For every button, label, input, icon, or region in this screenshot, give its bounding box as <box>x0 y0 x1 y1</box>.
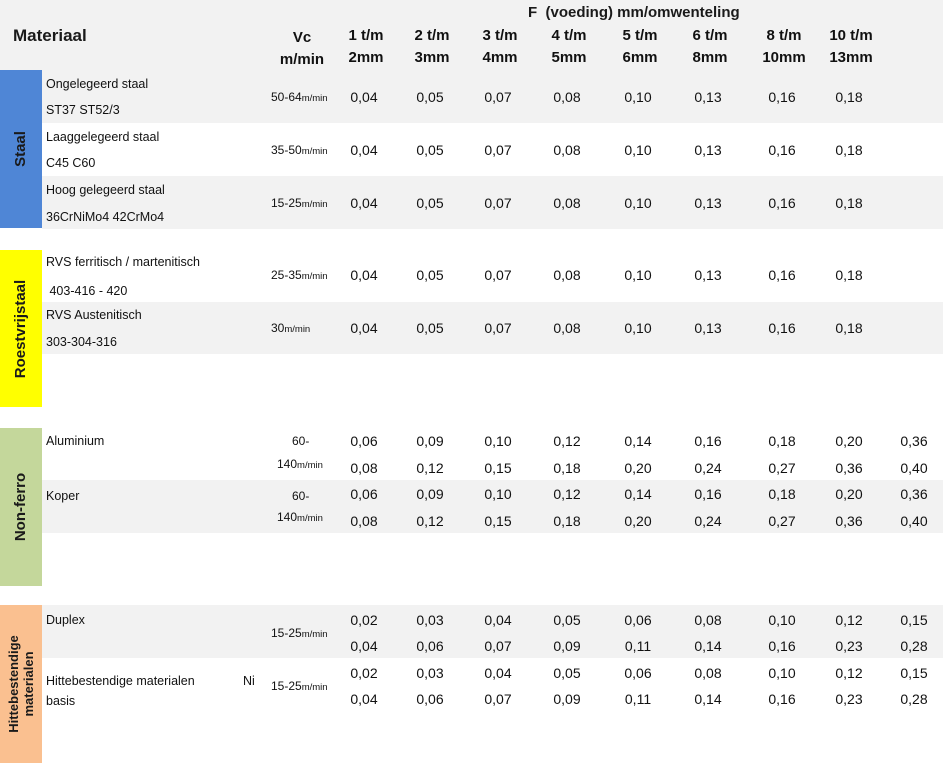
material-name: Duplex <box>46 613 85 627</box>
feed-value: 0,05 <box>416 89 444 105</box>
material-name: Hittebestendige materialen <box>46 674 195 688</box>
feed-value: 0,12 <box>835 665 863 681</box>
feed-value: 0,10 <box>484 486 512 502</box>
feed-value: 0,09 <box>553 638 581 654</box>
feed-value: 0,20 <box>835 486 863 502</box>
feed-value: 0,02 <box>350 612 378 628</box>
feed-value: 0,12 <box>553 433 581 449</box>
material-name: Aluminium <box>46 434 105 448</box>
feed-value: 0,12 <box>416 460 444 476</box>
feed-value: 0,05 <box>416 142 444 158</box>
vc-value: 25-35m/min <box>271 268 328 282</box>
feed-value: 0,08 <box>553 89 581 105</box>
feed-value: 0,15 <box>900 612 928 628</box>
feed-value: 0,07 <box>484 89 512 105</box>
feed-value: 0,06 <box>416 691 444 707</box>
feed-value: 0,05 <box>553 665 581 681</box>
feed-value: 0,06 <box>624 612 652 628</box>
feed-value: 0,18 <box>768 433 796 449</box>
material-subname: ST37 ST52/3 <box>46 103 120 117</box>
vc-value: 140m/min <box>277 457 323 471</box>
feed-value: 0,16 <box>694 433 722 449</box>
material-subname: C45 C60 <box>46 156 96 170</box>
feed-value: 0,23 <box>835 638 863 654</box>
feed-value: 0,18 <box>553 513 581 529</box>
feed-value: 0,09 <box>553 691 581 707</box>
feed-value: 0,16 <box>768 195 796 211</box>
vc-unit: m/min <box>279 51 325 68</box>
feed-value: 0,36 <box>900 486 928 502</box>
feed-value: 0,09 <box>416 433 444 449</box>
vc-value: 140m/min <box>277 510 323 524</box>
column-header: 2 t/m 3mm <box>414 27 450 66</box>
feed-value: 0,27 <box>768 460 796 476</box>
feed-value: 0,24 <box>694 513 722 529</box>
material-name: RVS Austenitisch <box>46 308 142 322</box>
feed-value: 0,08 <box>350 460 378 476</box>
column-header: 10 t/m 13mm <box>829 27 873 66</box>
feed-value: 0,08 <box>553 320 581 336</box>
feed-value: 0,15 <box>900 665 928 681</box>
feed-value: 0,27 <box>768 513 796 529</box>
column-header: 6 t/m 8mm <box>692 27 728 66</box>
feed-value: 0,18 <box>835 320 863 336</box>
feed-value: 0,11 <box>624 691 652 707</box>
feed-value: 0,13 <box>694 89 722 105</box>
feed-value: 0,03 <box>416 665 444 681</box>
category-label: Staal <box>12 131 29 167</box>
feed-value: 0,14 <box>624 486 652 502</box>
feed-value: 0,15 <box>484 460 512 476</box>
vc-value: 35-50m/min <box>271 143 328 157</box>
material-name: Laaggelegeerd staal <box>46 130 160 144</box>
category-label: Non-ferro <box>12 472 29 542</box>
feed-value: 0,10 <box>768 612 796 628</box>
feed-value: 0,04 <box>350 195 378 211</box>
feed-value: 0,10 <box>624 267 652 283</box>
feed-value: 0,09 <box>416 486 444 502</box>
feed-value: 0,13 <box>694 267 722 283</box>
material-name-suffix: Ni <box>243 674 255 688</box>
feed-value: 0,18 <box>768 486 796 502</box>
category-staal <box>0 70 42 228</box>
feed-value: 0,14 <box>694 691 722 707</box>
column-header: 8 t/m 10mm <box>762 27 806 66</box>
feed-value: 0,40 <box>900 460 928 476</box>
column-header: 3 t/m 4mm <box>482 27 518 66</box>
feed-value: 0,10 <box>624 142 652 158</box>
vc-label: Vc <box>292 29 312 46</box>
feed-value: 0,03 <box>416 612 444 628</box>
feed-value: 0,04 <box>484 665 512 681</box>
feed-value: 0,12 <box>553 486 581 502</box>
feed-value: 0,16 <box>768 142 796 158</box>
feed-value: 0,40 <box>900 513 928 529</box>
feed-value: 0,12 <box>416 513 444 529</box>
feed-value: 0,18 <box>553 460 581 476</box>
feed-value: 0,36 <box>835 513 863 529</box>
vc-value: 50-64m/min <box>271 90 328 104</box>
feed-value: 0,14 <box>624 433 652 449</box>
materiaal-header: Materiaal <box>13 26 87 45</box>
material-subname: 303-304-316 <box>46 335 117 349</box>
feed-value: 0,16 <box>768 691 796 707</box>
feed-value: 0,05 <box>553 612 581 628</box>
category-roestvrijstaal <box>0 250 42 407</box>
feed-value: 0,16 <box>768 320 796 336</box>
category-hittebestendig <box>0 605 42 763</box>
feed-value: 0,07 <box>484 267 512 283</box>
feed-value: 0,11 <box>624 638 652 654</box>
feed-value: 0,18 <box>835 267 863 283</box>
feed-value: 0,07 <box>484 691 512 707</box>
feed-value: 0,06 <box>350 486 378 502</box>
feed-value: 0,18 <box>835 142 863 158</box>
feed-value: 0,12 <box>835 612 863 628</box>
column-header: 4 t/m 5mm <box>551 27 587 66</box>
material-name: Koper <box>46 489 80 503</box>
feed-value: 0,36 <box>835 460 863 476</box>
feed-value: 0,10 <box>624 89 652 105</box>
category-label: Hittebestendige materialen <box>6 635 36 733</box>
feed-value: 0,05 <box>416 320 444 336</box>
feed-value: 0,13 <box>694 320 722 336</box>
feed-value: 0,18 <box>835 89 863 105</box>
feed-value: 0,08 <box>553 195 581 211</box>
column-header: 1 t/m 2mm <box>348 27 384 66</box>
feed-value: 0,04 <box>484 612 512 628</box>
feed-value: 0,16 <box>694 486 722 502</box>
material-subname: 36CrNiMo4 42CrMo4 <box>46 210 165 224</box>
feed-value: 0,04 <box>350 638 378 654</box>
feed-value: 0,13 <box>694 142 722 158</box>
feed-value: 0,08 <box>553 142 581 158</box>
feed-value: 0,18 <box>835 195 863 211</box>
vc-value: 60- <box>292 489 310 503</box>
vc-value: 15-25m/min <box>271 626 328 640</box>
vc-value: 30m/min <box>271 321 311 335</box>
feed-value: 0,36 <box>900 433 928 449</box>
feed-value: 0,24 <box>694 460 722 476</box>
material-subname: basis <box>46 694 76 708</box>
feed-value: 0,20 <box>624 460 652 476</box>
feed-value: 0,16 <box>768 89 796 105</box>
feed-value: 0,13 <box>694 195 722 211</box>
feed-value: 0,10 <box>624 195 652 211</box>
feed-value: 0,14 <box>694 638 722 654</box>
feed-value: 0,08 <box>350 513 378 529</box>
feed-value: 0,15 <box>484 513 512 529</box>
feed-value: 0,04 <box>350 89 378 105</box>
feed-value: 0,07 <box>484 638 512 654</box>
feed-value: 0,05 <box>416 267 444 283</box>
feed-value: 0,06 <box>350 433 378 449</box>
material-name: Ongelegeerd staal <box>46 77 149 91</box>
feed-value: 0,04 <box>350 142 378 158</box>
feed-value: 0,20 <box>835 433 863 449</box>
material-subname: 403-416 - 420 <box>46 284 128 298</box>
feed-title: F (voeding) mm/omwenteling <box>528 4 740 21</box>
feed-value: 0,23 <box>835 691 863 707</box>
feed-value: 0,08 <box>694 665 722 681</box>
feed-value: 0,28 <box>900 638 928 654</box>
feed-value: 0,08 <box>694 612 722 628</box>
feed-value: 0,10 <box>484 433 512 449</box>
feed-value: 0,04 <box>350 320 378 336</box>
category-label: Roestvrijstaal <box>12 279 29 378</box>
feed-value: 0,07 <box>484 195 512 211</box>
column-header: 5 t/m 6mm <box>622 27 658 66</box>
feed-value: 0,06 <box>416 638 444 654</box>
feed-value: 0,16 <box>768 638 796 654</box>
feed-value: 0,10 <box>624 320 652 336</box>
vc-header <box>280 27 324 71</box>
material-name: RVS ferritisch / martenitisch <box>46 255 200 269</box>
vc-value: 15-25m/min <box>271 679 328 693</box>
vc-value: 15-25m/min <box>271 196 328 210</box>
category-nonferro <box>0 428 42 586</box>
feed-value: 0,06 <box>624 665 652 681</box>
material-name: Hoog gelegeerd staal <box>46 183 165 197</box>
feed-value: 0,08 <box>553 267 581 283</box>
feed-value: 0,07 <box>484 320 512 336</box>
feed-value: 0,10 <box>768 665 796 681</box>
feed-value: 0,04 <box>350 267 378 283</box>
feed-value: 0,20 <box>624 513 652 529</box>
feed-value: 0,02 <box>350 665 378 681</box>
feed-value: 0,28 <box>900 691 928 707</box>
feed-value: 0,05 <box>416 195 444 211</box>
feed-value: 0,04 <box>350 691 378 707</box>
feed-value: 0,16 <box>768 267 796 283</box>
vc-value: 60- <box>292 434 310 448</box>
feed-value: 0,07 <box>484 142 512 158</box>
